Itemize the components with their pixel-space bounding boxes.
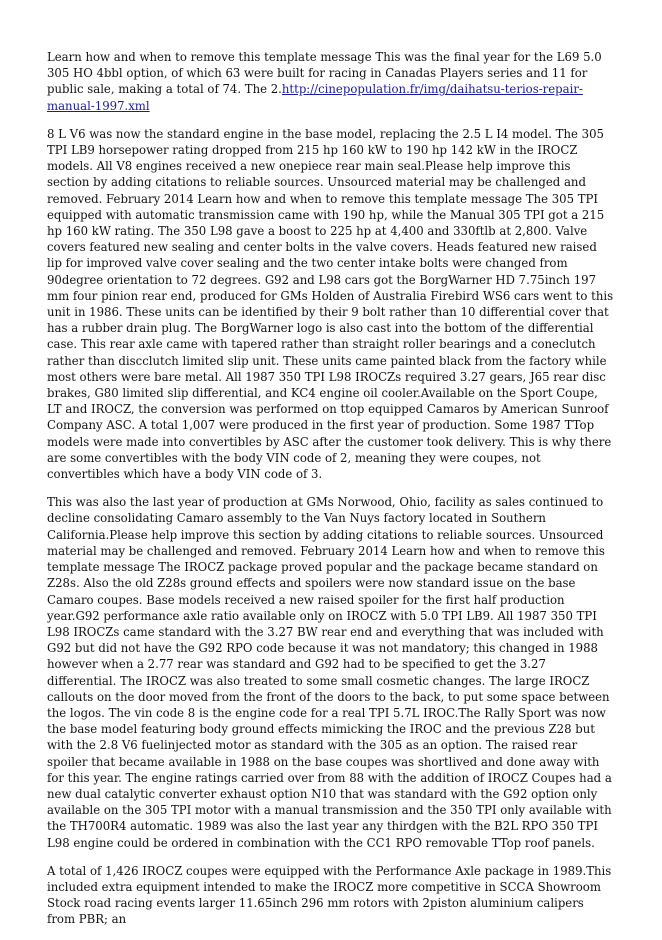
document-page xyxy=(47,49,615,940)
paragraph-engine-specs-text: 8 L V6 was now the standard engine in the base model, replacing the 2.5 L I4 model. The 305 TPI LB9 horsepower rating dropped from 215 hp 160 kW to 190 hp 142 kW in the IROCZ models. All V8 engines received a new onepiece rear main seal.Please help improve this section by adding citations to reliable sources. Unsourced material may be challenged and removed. February 2014 Learn how and when to remove this template message The 305 TPI equipped with automatic transmission came with 190 hp, while the Manual 305 TPI got a 215 hp 160 kW rating. The 350 L98 gave a boost to 225 hp at 4,400 and 330ftlb at 2,800. Valve covers featured new sealing and center bolts in the valve covers. Heads featured new raised lip for improved valve cover sealing and the two center intake bolts were changed from 90degree orientation to 72 degrees. G92 and L98 cars got the BorgWarner HD 7.75inch 197 mm four pinion rear end, produced for GMs Holden of Australia Firebird WS6 cars went to this unit in 1986. These units can be identified by their 9 bolt rather than 10 differential cover that has a rubber drain plug. The BorgWarner logo is also cast into the bottom of the differential case. This rear axle came with tapered rather than straight roller bearings and a coneclutch rather than discclutch limited slip unit. These units came painted black from the factory while most others were bare metal. All 1987 350 TPI L98 IROCZs required 3.27 gears, J65 rear disc brakes, G80 limited slip differential, and KC4 engine oil cooler.Available on the Sport Coupe, LT and IROCZ, the conversion was performed on ttop equipped Camaros by American Sunroof Company ASC. A total 1,007 were produced in the first year of production. Some 1987 TTop models were made into convertibles by ASC after the customer took delivery. This is why there are some convertibles with the body VIN code of 2, meaning they were coupes, not convertibles which have a body VIN code of 3. xyxy=(47,126,614,482)
paragraph-intro-text: Learn how and when to remove this template message This was the final year for the L69 5.0 305 HO 4bbl option, of which 63 were built for racing in Canadas Players series and 11 for public sale, making a total of 74. The 2. xyxy=(47,50,602,97)
paragraph-intro xyxy=(47,49,615,114)
external-link[interactable]: http://cinepopulation.fr/img/daihatsu-terios-repair-manual-1997.xml xyxy=(47,82,583,113)
paragraph-production-history-text: This was also the last year of production at GMs Norwood, Ohio, facility as sales continued to decline consolidating Camaro assembly to the Van Nuys factory located in Southern California.Please help improve this section by adding citations to reliable sources. Unsourced material may be challenged and removed. February 2014 Learn how and when to remove this template message The IROCZ package proved popular and the package became standard on Z28s. Also the old Z28s ground effects and spoilers were now standard issue on the base Camaro coupes. Base models received a new raised spoiler for the first half production year.G92 performance axle ratio available only on IROCZ with 5.0 TPI LB9. All 1987 350 TPI L98 IROCZs came standard with the 3.27 BW rear end and everything that was included with G92 but did not have the G92 RPO code because it was not mandatory; this changed in 1988 however when a 2.77 rear was standard and G92 had to be specified to get the 3.27 differential. The IROCZ was also treated to some small cosmetic changes. The large IROCZ callouts on the door moved from the front of the doors to the back, to put some space between the logos. The vin code 8 is the engine code for a real TPI 5.7L IROC.The Rally Sport was now the base model featuring body ground effects mimicking the IROC and the previous Z28 but with the 2.8 V6 fuelinjected motor as standard with the 305 as an option. The raised rear spoiler that became available in 1988 on the base coupes was shortlived and done away with for this year. The engine ratings carried over from 88 with the addition of IROCZ Coupes had a new dual catalytic converter exhaust option N10 that was standard with the G92 option only available on the 305 TPI motor with a manual transmission and the 350 TPI only available with the TH700R4 automatic. 1989 was also the last year any thirdgen with the B2L RPO 350 TPI L98 engine could be ordered in combination with the CC1 RPO removable TTop roof panels. xyxy=(47,495,612,850)
paragraph-performance-axle xyxy=(47,863,615,928)
paragraph-engine-specs xyxy=(47,126,615,482)
paragraph-production-history xyxy=(47,494,615,850)
paragraph-performance-axle-text: A total of 1,426 IROCZ coupes were equipped with the Performance Axle package in 1989.This included extra equipment intended to make the IROCZ more competitive in SCCA Showroom Stock road racing events larger 11.65inch 296 mm rotors with 2piston aluminium calipers from PBR; an xyxy=(47,863,612,927)
